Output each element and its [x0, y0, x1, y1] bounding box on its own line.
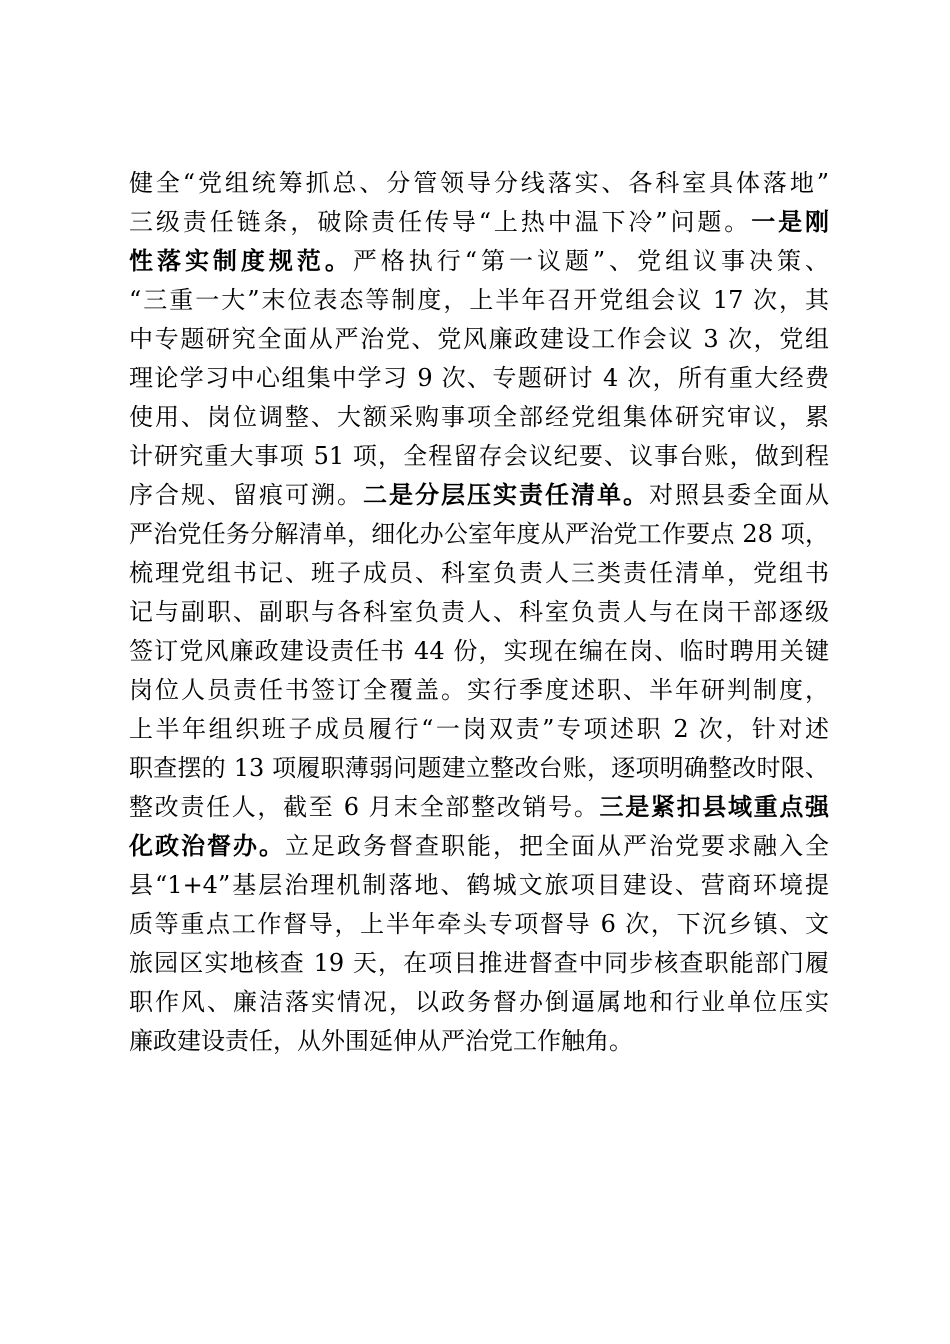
text-line — [129, 905, 829, 944]
text-line — [129, 437, 829, 476]
text-line — [129, 398, 829, 437]
text-line — [129, 788, 829, 827]
text-line — [129, 476, 829, 515]
body-text-segment: 使用、岗位调整、大额采购事项全部经党组集体研究审议，累 — [129, 403, 829, 431]
body-text-segment: 县“1+4”基层治理机制落地、鹤城文旅项目建设、营商环境提 — [129, 871, 829, 899]
text-line — [129, 983, 829, 1022]
body-text-segment: 质等重点工作督导，上半年牵头专项督导 6 次，下沉乡镇、文 — [129, 910, 829, 938]
text-line — [129, 827, 829, 866]
body-text-segment: 整改责任人，截至 6 月末全部整改销号。 — [129, 793, 600, 821]
body-text-segment: 岗位人员责任书签订全覆盖。实行季度述职、半年研判制度， — [129, 676, 829, 704]
text-line — [129, 710, 829, 749]
text-line — [129, 554, 829, 593]
text-line — [129, 671, 829, 710]
text-line — [129, 164, 829, 203]
text-line — [129, 632, 829, 671]
text-line — [129, 320, 829, 359]
body-text-segment: 健全“党组统筹抓总、分管领导分线落实、各科室具体落地” — [129, 169, 829, 197]
body-text-segment: 严格执行“第一议题”、党组议事决策、 — [352, 247, 829, 275]
text-line — [129, 515, 829, 554]
body-text — [129, 164, 829, 1061]
body-text-segment: 上半年组织班子成员履行“一岗双责”专项述职 2 次，针对述 — [129, 715, 829, 743]
text-line — [129, 866, 829, 905]
body-text-segment: 严治党任务分解清单，细化办公室年度从严治党工作要点 28 项， — [129, 520, 829, 548]
body-text-segment: 计研究重大事项 51 项，全程留存会议纪要、议事台账，做到程 — [129, 442, 829, 470]
text-line — [129, 359, 829, 398]
body-text-segment: 旅园区实地核查 19 天，在项目推进督查中同步核查职能部门履 — [129, 949, 829, 977]
text-line — [129, 593, 829, 632]
body-text-segment: 对照县委全面从 — [649, 481, 829, 509]
body-text-segment: “三重一大”末位表态等制度，上半年召开党组会议 17 次，其 — [129, 286, 829, 314]
body-text-segment: 廉政建设责任，从外围延伸从严治党工作触角。 — [129, 1027, 633, 1055]
bold-heading-text: 三是紧扣县域重点强 — [599, 793, 830, 821]
bold-heading-text: 二是分层压实责任清单。 — [363, 481, 649, 509]
bold-heading-text: 一是刚 — [751, 208, 829, 236]
text-line — [129, 203, 829, 242]
bold-heading-text: 性落实制度规范。 — [129, 247, 353, 275]
body-text-segment: 中专题研究全面从严治党、党风廉政建设工作会议 3 次，党组 — [129, 325, 829, 353]
text-line — [129, 944, 829, 983]
body-text-segment: 记与副职、副职与各科室负责人、科室负责人与在岗干部逐级 — [129, 598, 829, 626]
body-text-segment: 三级责任链条，破除责任传导“上热中温下冷”问题。 — [129, 208, 752, 236]
text-line — [129, 281, 829, 320]
body-text-segment: 梳理党组书记、班子成员、科室负责人三类责任清单，党组书 — [129, 559, 829, 587]
body-text-segment: 职查摆的 13 项履职薄弱问题建立整改台账，逐项明确整改时限、 — [129, 754, 829, 782]
text-line — [129, 1022, 829, 1061]
body-text-segment: 立足政务督查职能，把全面从严治党要求融入全 — [285, 832, 829, 860]
text-line — [129, 749, 829, 788]
body-text-segment: 理论学习中心组集中学习 9 次、专题研讨 4 次，所有重大经费 — [129, 364, 829, 392]
body-text-segment: 签订党风廉政建设责任书 44 份，实现在编在岗、临时聘用关键 — [129, 637, 829, 665]
body-text-segment: 序合规、留痕可溯。 — [129, 481, 363, 509]
text-line — [129, 242, 829, 281]
bold-heading-text: 化政治督办。 — [129, 832, 285, 860]
body-text-segment: 职作风、廉洁落实情况，以政务督办倒逼属地和行业单位压实 — [129, 988, 829, 1016]
